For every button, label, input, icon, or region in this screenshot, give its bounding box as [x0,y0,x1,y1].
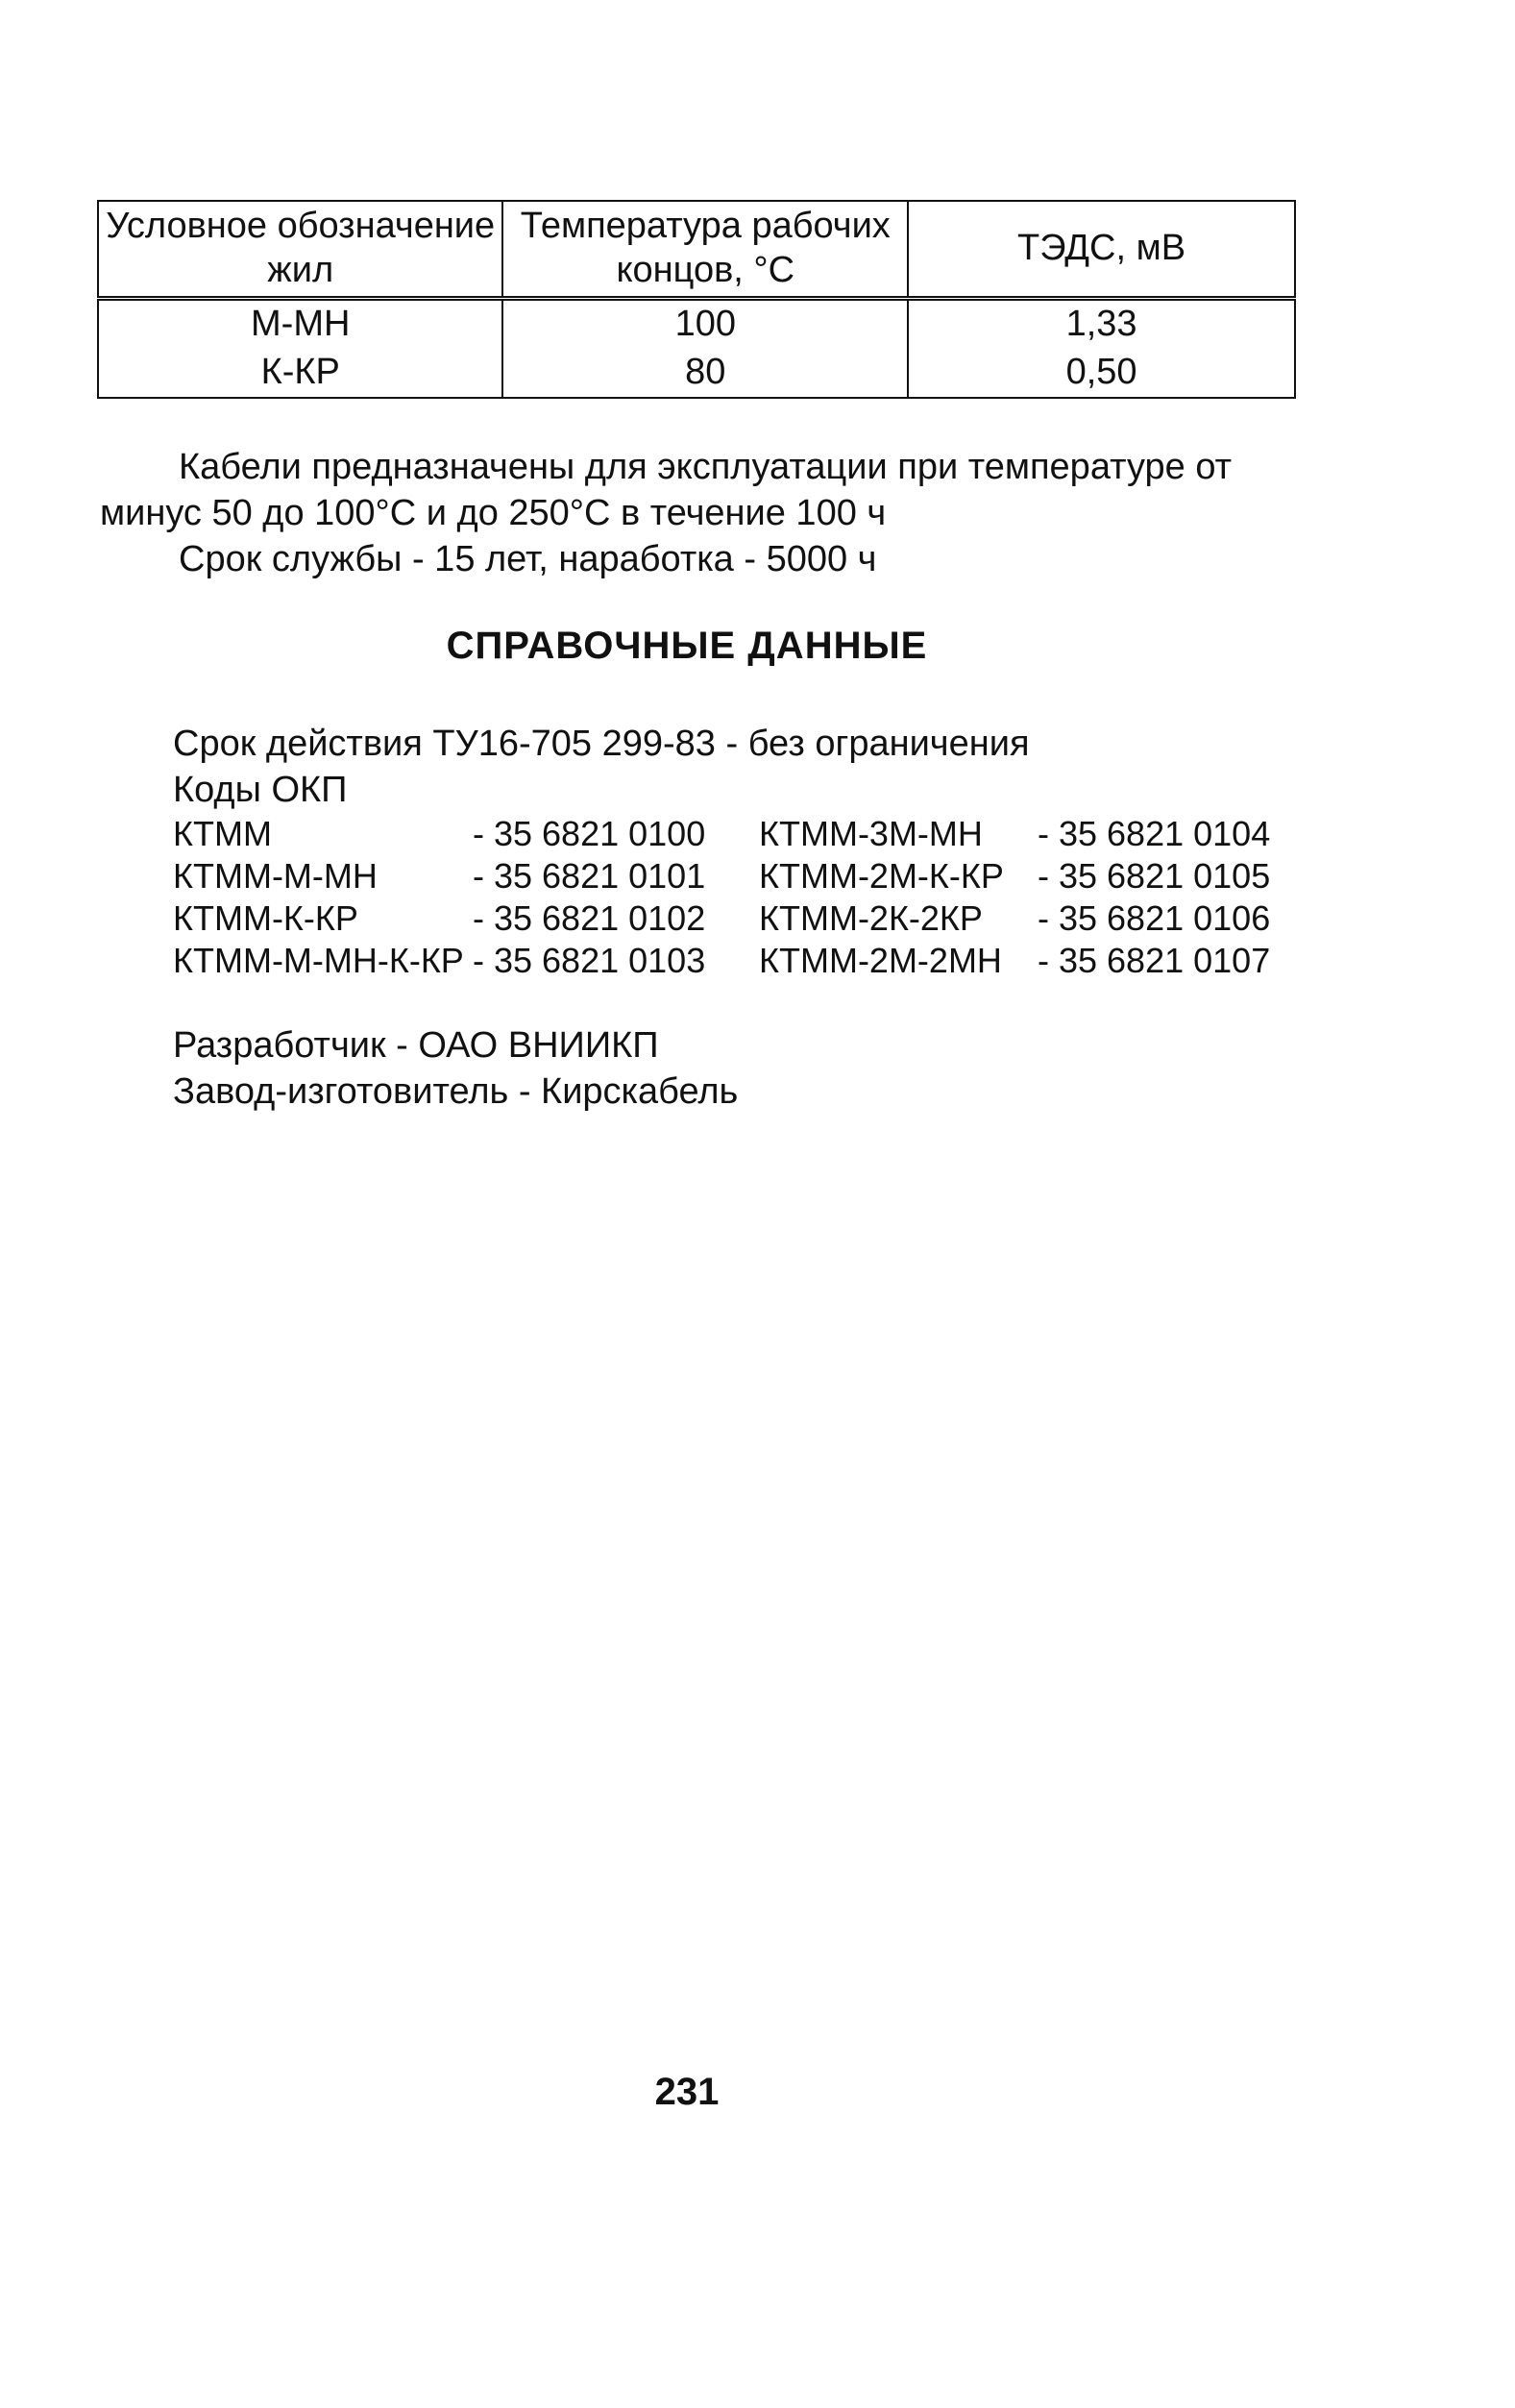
product-name: КТММ-2К-2КР [759,898,983,938]
thermo-emf-table [97,200,1296,399]
product-name: КТММ-3М-МН [759,814,983,853]
table-row [98,299,1295,350]
okp-code: - 35 6821 0101 [473,856,706,896]
okp-code: - 35 6821 0102 [473,898,706,938]
list-item [173,813,1307,855]
product-name: КТММ-2М-2МН [759,941,1002,980]
product-name: КТММ-М-МН [173,856,378,896]
cell-temperature: 100 [502,299,908,350]
operation-conditions-text: Кабели предназначены для эксплуатации при температуре от минус 50 до 100°С и до 250°С в течение 100 ч [100,447,1233,533]
okp-code: - 35 6821 0107 [1038,941,1271,980]
manufacturer-text: Завод-изготовитель - Кирскабель [173,1071,739,1112]
okp-code: - 35 6821 0100 [473,814,706,853]
cell-designation: М-МН [98,299,502,350]
product-name: КТММ-М-МН-К-КР [173,941,464,980]
header-thermo-emf: ТЭДС, мВ [908,201,1295,299]
product-name: КТММ-К-КР [173,898,358,938]
product-name: КТММ [173,814,272,853]
list-item [173,897,1307,940]
okp-code: - 35 6821 0106 [1038,898,1271,938]
section-heading: СПРАВОЧНЫЕ ДАННЫЕ [446,625,928,667]
developer-text: Разработчик - ОАО ВНИИКП [173,1025,659,1066]
okp-code: - 35 6821 0105 [1038,856,1271,896]
header-conductor-designation: Условное обозначение жил [98,201,502,299]
cell-emf: 0,50 [908,349,1295,398]
page-number: 231 [654,2071,720,2113]
table-header-row [98,201,1295,299]
cell-designation: К-КР [98,349,502,398]
product-name: КТММ-2М-К-КР [759,856,1004,896]
service-life-text: Срок службы - 15 лет, наработка - 5000 ч [179,539,877,579]
cell-temperature: 80 [502,349,908,398]
list-item [173,855,1307,897]
okp-code: - 35 6821 0103 [473,941,706,980]
header-working-end-temperature: Температура рабочих концов, °С [502,201,908,299]
okp-code: - 35 6821 0104 [1038,814,1271,853]
okp-codes-list [173,813,1307,982]
table-row [98,349,1295,398]
cell-emf: 1,33 [908,299,1295,350]
validity-text: Срок действия ТУ16-705 299-83 - без ограничения [173,724,1030,764]
okp-codes-title: Коды ОКП [173,770,348,810]
list-item [173,940,1307,982]
